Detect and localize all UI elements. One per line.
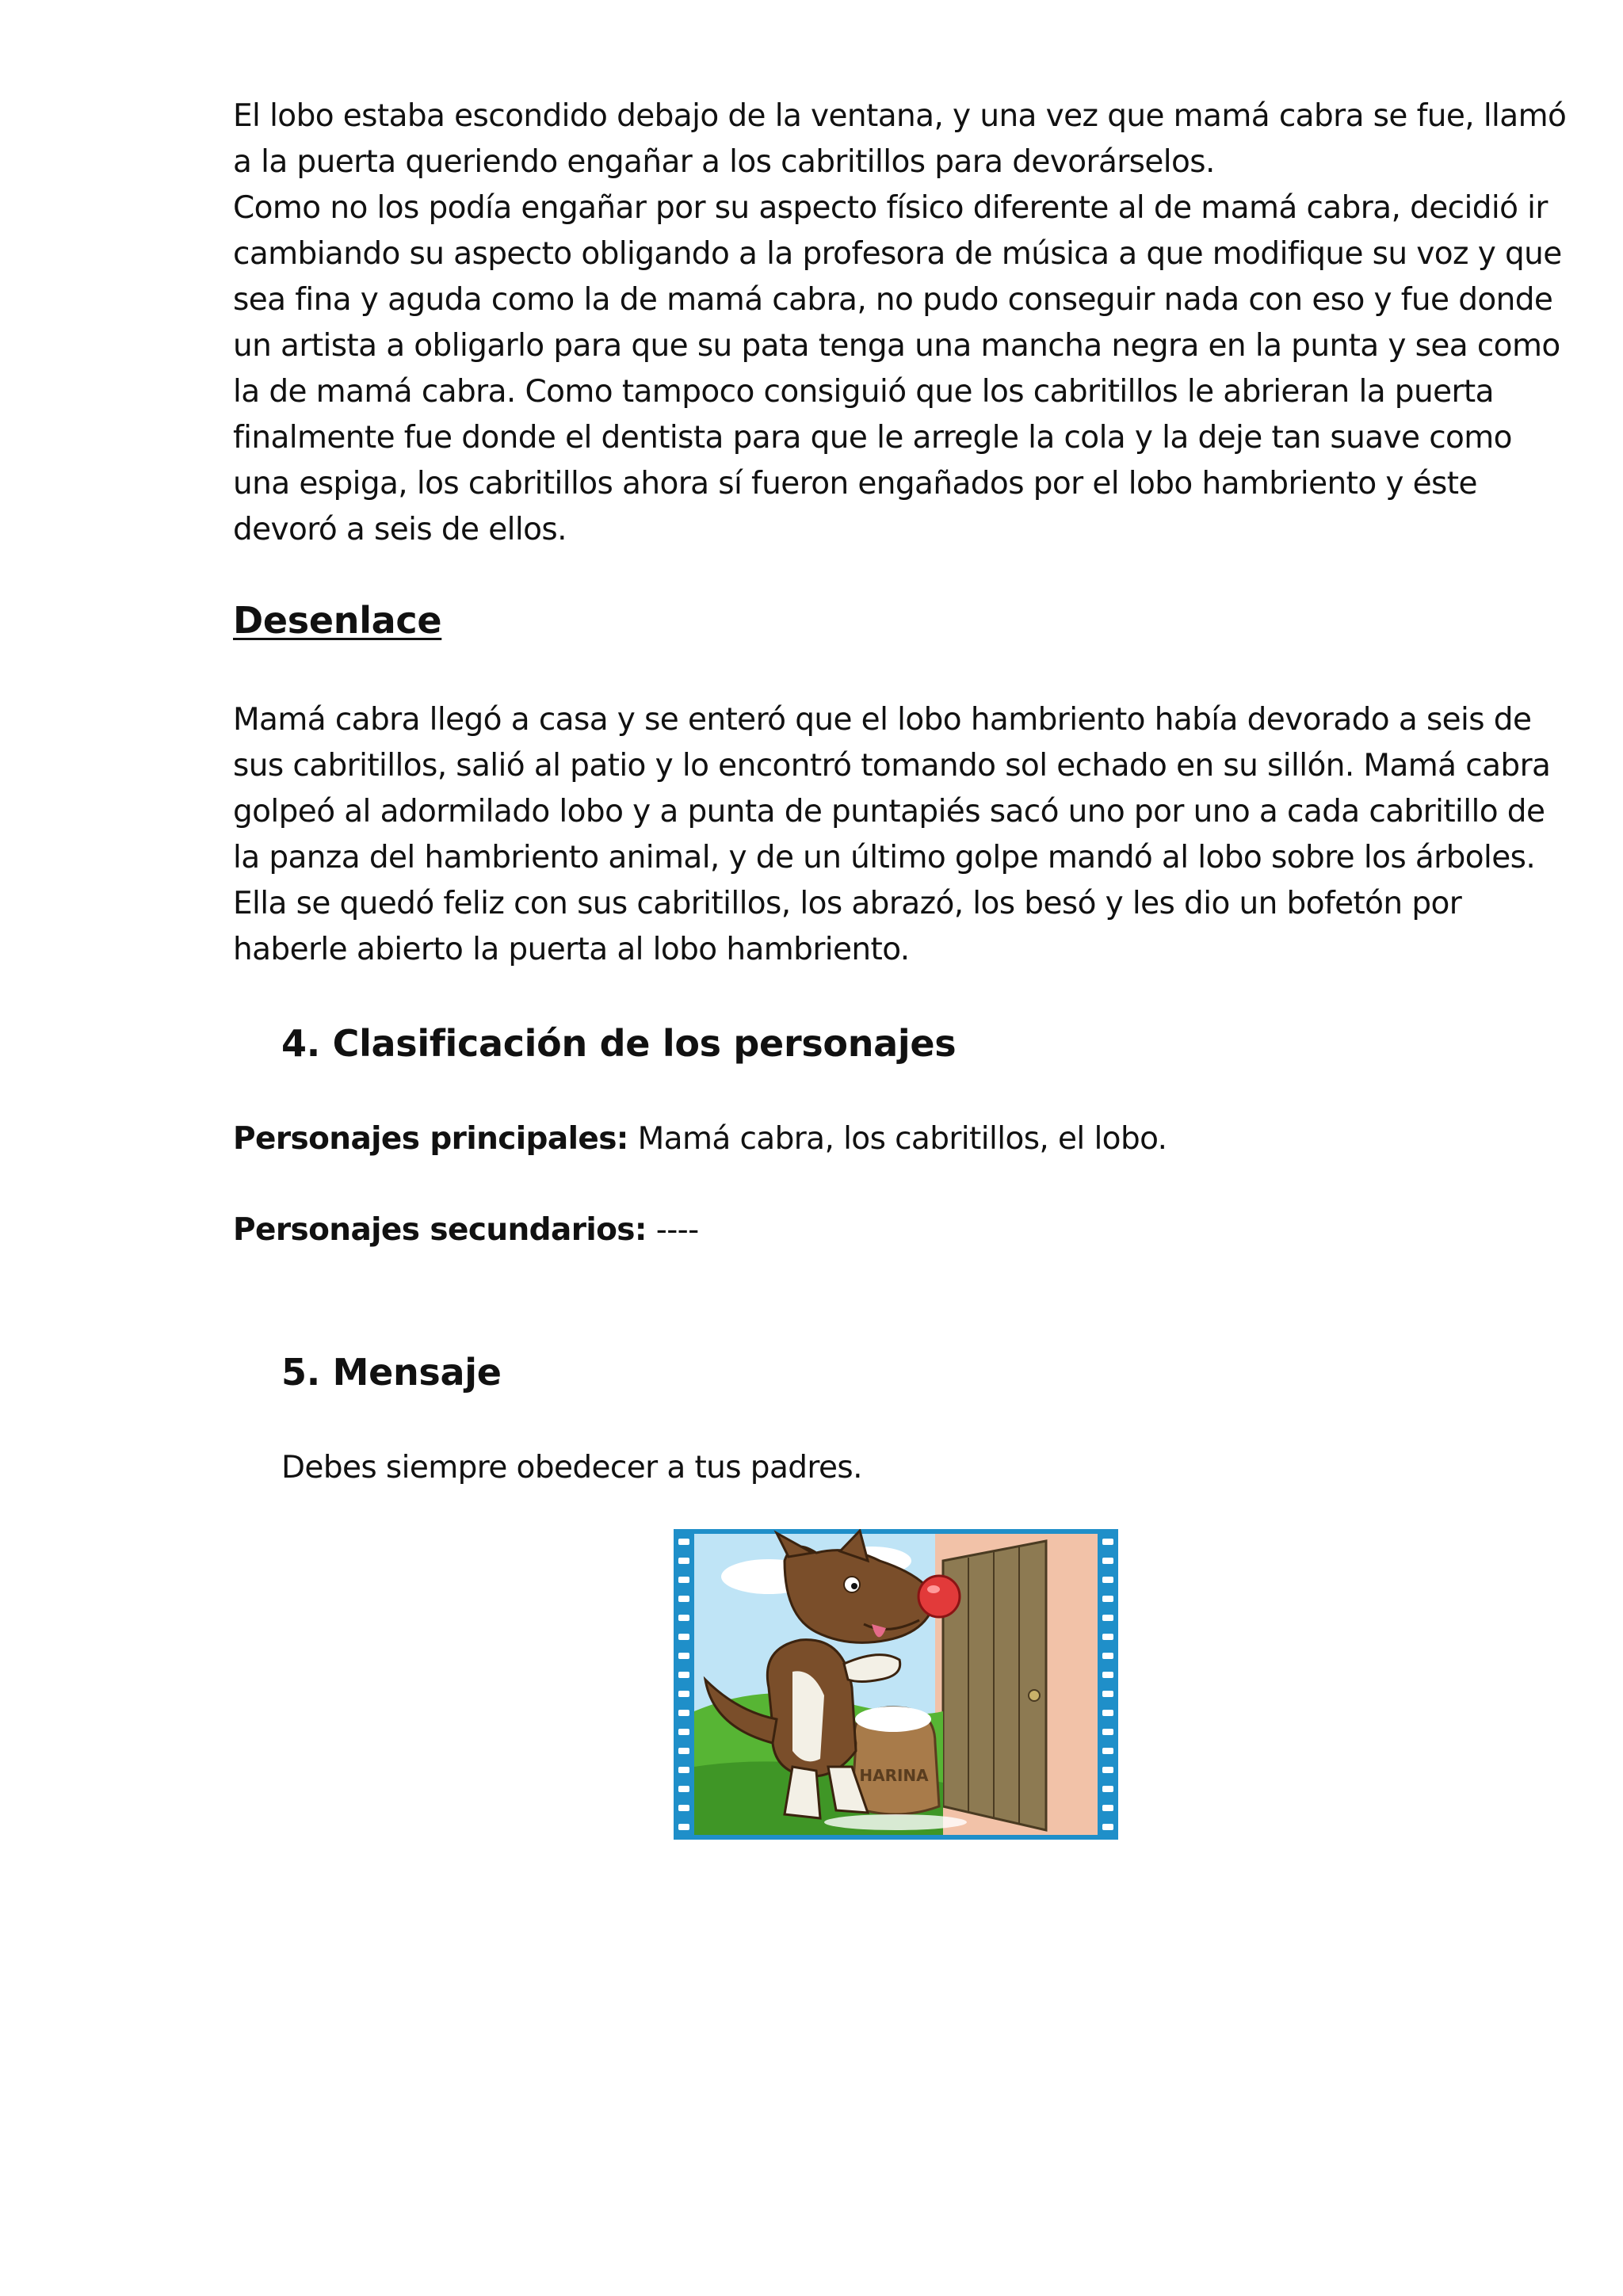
personajes-secundarios xyxy=(233,1212,699,1248)
wolf-nose xyxy=(918,1576,960,1617)
principales-value: Mamá cabra, los cabritillos, el lobo. xyxy=(628,1121,1167,1157)
mensaje-text: Debes siempre obedecer a tus padres. xyxy=(281,1450,862,1486)
flour xyxy=(855,1707,931,1732)
story-paragraph-1: El lobo estaba escondido debajo de la ventana, y una vez que mamá cabra se fue, llamó a la puerta queriendo engañar a los cabritillos para devorárselos. xyxy=(233,98,1567,180)
section-4-heading xyxy=(281,1022,956,1065)
section-5-number: 5. xyxy=(281,1351,320,1394)
wolf-flour-illustration xyxy=(674,1529,1118,1840)
section-5-title: Mensaje xyxy=(332,1351,502,1394)
section-5-heading xyxy=(281,1351,502,1394)
section-4-number: 4. xyxy=(281,1022,320,1065)
section-4-title: Clasificación de los personajes xyxy=(332,1022,957,1065)
spilled-flour xyxy=(824,1814,967,1830)
secundarios-label: Personajes secundarios: xyxy=(233,1212,647,1248)
story-paragraph-2: Como no los podía engañar por su aspecto físico diferente al de mamá cabra, decidió ir cambiando su aspecto obligando a la profesora de música a que modifique su voz y que sea fina y aguda como la de mamá cabra, no pudo conseguir nada con eso y fue donde un artista a obligarlo para que su pata tenga una mancha negra en la punta y sea como la de mamá cabra. Como tampoco consiguió que los cabritillos le abrieran la puerta finalmente fue donde el dentista para que le arregle la cola y la deje tan suave como una espiga, los cabritillos ahora sí fueron engañados por el lobo hambriento y éste devoró a seis de ellos. xyxy=(233,190,1562,547)
desenlace-heading: Desenlace xyxy=(233,599,442,642)
desenlace-paragraph: Mamá cabra llegó a casa y se enteró que el lobo hambriento había devorado a seis de sus cabritillos, salió al patio y lo encontró tomando sol echado en su sillón. Mamá cabra golpeó al adormilado lobo y a punta de puntapiés sacó uno por uno a cada cabritillo de la panza del hambriento animal, y de un último golpe mandó al lobo sobre los árboles. Ella se quedó feliz con sus cabritillos, los abrazó, los besó y les dio un bofetón por haberle abierto la puerta al lobo hambriento. xyxy=(233,702,1551,967)
secundarios-value: ---- xyxy=(646,1212,699,1248)
personajes-principales xyxy=(233,1121,1167,1157)
sack-label: HARINA xyxy=(859,1766,929,1785)
principales-label: Personajes principales: xyxy=(233,1121,628,1157)
door-knob xyxy=(1029,1690,1040,1701)
